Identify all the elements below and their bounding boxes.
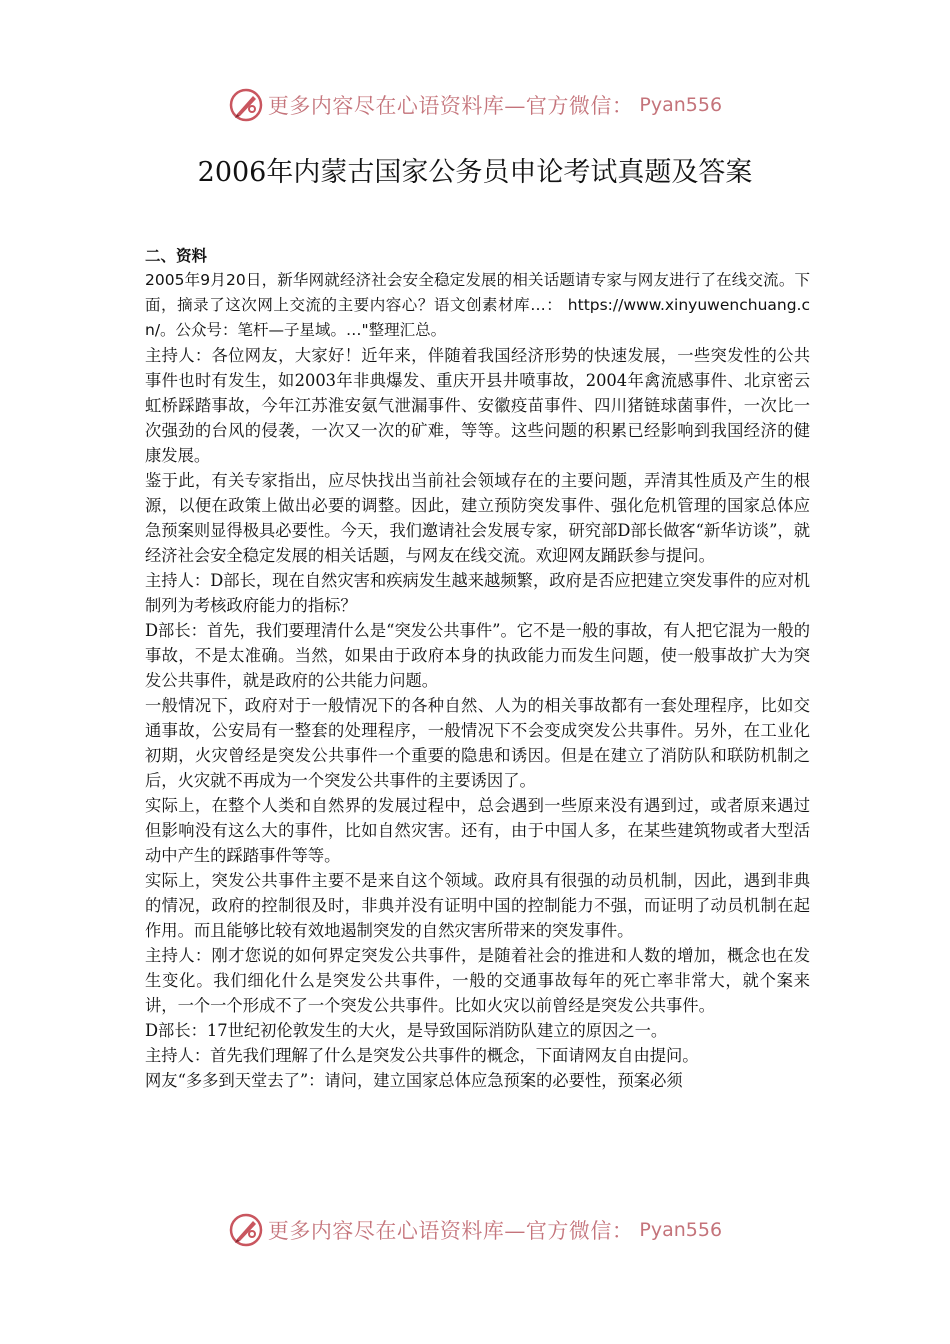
footer-banner [0, 1205, 950, 1255]
banner-wechat-id: Pyan556 [639, 94, 723, 116]
banner-wechat-id: Pyan556 [639, 1219, 723, 1241]
paragraph-london-fire: D部长：17世纪初伦敦发生的大火，是导致国际消防队建立的原因之一。 [145, 1021, 668, 1040]
paragraph-host-invite: 主持人：首先我们理解了什么是突发公共事件的概念，下面请网友自由提问。 [145, 1046, 699, 1065]
page-title: 2006年内蒙古国家公务员申论考试真题及答案 [197, 157, 753, 188]
intro-paragraph: 2005年9月20日，新华网就经济社会安全稳定发展的相关话题请专家与网友进行了在线交流。下面，摘录了这次网上交流的主要内容心？语文创素材库…： https://www.xinyuwenchuang.cn/。公众号：笔杆—子星域。…"整理汇总。 [145, 271, 810, 339]
pen-logo-icon [228, 1212, 264, 1248]
section-heading: 二、资料 [145, 247, 208, 265]
pen-logo-icon [228, 87, 264, 123]
paragraph-host-question: 主持人：D部长，现在自然灾害和疾病发生越来越频繁，政府是否应把建立突发事件的应对机制列为考核政府能力的指标？ [145, 571, 810, 615]
paragraph-general-cases: 一般情况下，政府对于一般情况下的各种自然、人为的相关事故都有一套处理程序，比如交通事故，公安局有一整套的处理程序，一般情况下不会变成突发公共事件。另外，在工业化初期，火灾曾经是突发公共事件一个重要的隐患和诱因。但是在建立了消防队和联防机制之后，火灾就不再成为一个突发公共事件的主要诱因了。 [145, 696, 810, 790]
paragraph-mobilization: 实际上，突发公共事件主要不是来自这个领域。政府具有很强的动员机制，因此，遇到非典的情况，政府的控制很及时，非典并没有证明中国的控制能力不强，而证明了动员机制在起作用。而且能够比较有效地遏制突发的自然灾害所带来的突发事件。 [145, 871, 810, 940]
document-body [145, 244, 810, 1093]
paragraph-background: 鉴于此，有关专家指出，应尽快找出当前社会领域存在的主要问题，弄清其性质及产生的根源，以便在政策上做出必要的调整。因此，建立预防突发事件、强化危机管理的国家总体应急预案则显得极具必要性。今天，我们邀请社会发展专家，研究部D部长做客“新华访谈”，就经济社会安全稳定发展的相关话题，与网友在线交流。欢迎网友踊跃参与提问。 [145, 471, 810, 565]
paragraph-d-answer: D部长：首先，我们要理清什么是“突发公共事件”。它不是一般的事故，有人把它混为一般的事故，不是太准确。当然，如果由于政府本身的执政能力而发生问题，使一般事故扩大为突发公共事件，就是政府的公共能力问题。 [145, 621, 810, 690]
banner-text: 更多内容尽在心语资料库—官方微信： [267, 1219, 634, 1243]
paragraph-host-opening: 主持人：各位网友，大家好！近年来，伴随着我国经济形势的快速发展，一些突发性的公共事件也时有发生，如2003年非典爆发、重庆开县井喷事故，2004年禽流感事件、北京密云虹桥踩踏事故，今年江苏淮安氨气泄漏事件、安徽疫苗事件、四川猪链球菌事件，一次比一次强劲的台风的侵袭，一次又一次的矿难，等等。这些问题的积累已经影响到我国经济的健康发展。 [145, 346, 810, 465]
header-banner [0, 80, 950, 130]
paragraph-nature: 实际上，在整个人类和自然界的发展过程中，总会遇到一些原来没有遇到过，或者原来遇过但影响没有这么大的事件，比如自然灾害。还有，由于中国人多，在某些建筑物或者大型活动中产生的踩踏事件等等。 [145, 796, 810, 865]
paragraph-host-definition: 主持人：刚才您说的如何界定突发公共事件，是随着社会的推进和人数的增加，概念也在发生变化。我们细化什么是突发公共事件，一般的交通事故每年的死亡率非常大，就个案来讲，一个一个形成不了一个突发公共事件。比如火灾以前曾经是突发公共事件。 [145, 946, 810, 1015]
banner-text: 更多内容尽在心语资料库—官方微信： [267, 94, 634, 118]
paragraph-netizen-question: 网友“多多到天堂去了”：请问，建立国家总体应急预案的必要性，预案必须 [145, 1071, 683, 1090]
